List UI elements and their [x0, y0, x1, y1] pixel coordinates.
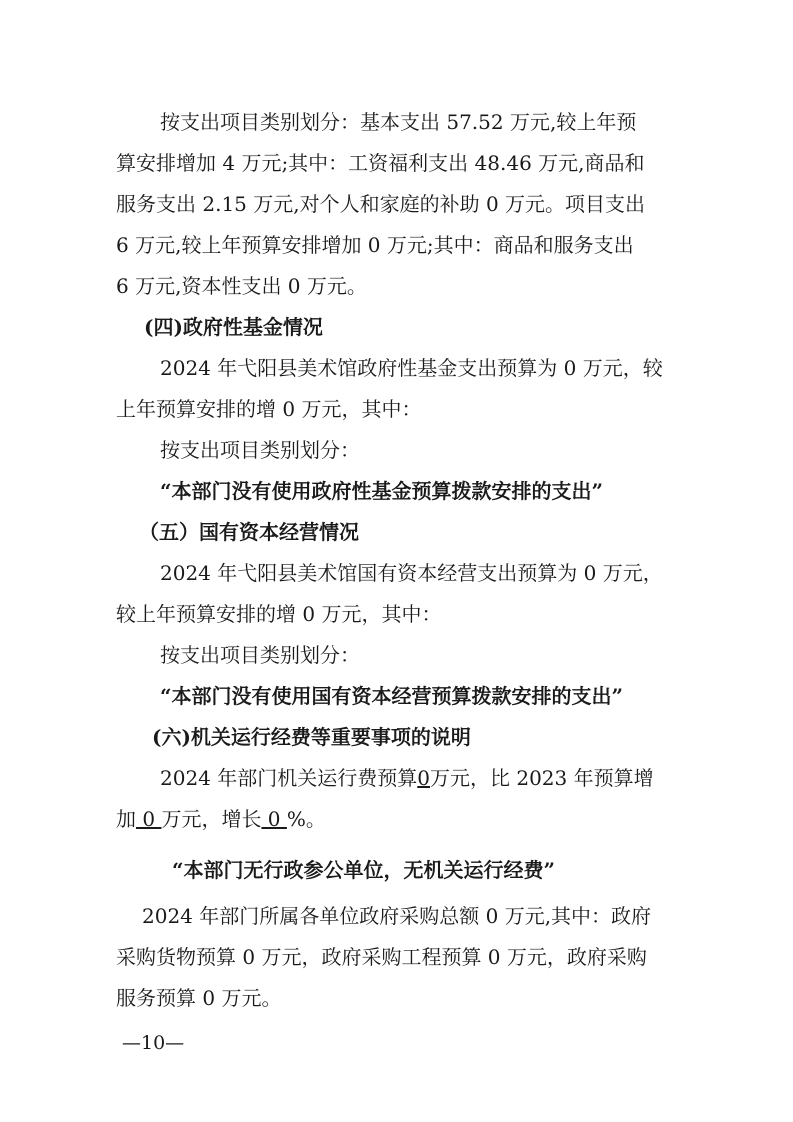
paragraph-line: 按支出项目类别划分： [160, 438, 360, 462]
text-fragment: %。 [286, 807, 326, 831]
paragraph-line: 较上年预算安排的增 0 万元，其中： [116, 602, 442, 626]
underlined-amount: 0 [136, 807, 162, 831]
text-fragment: 2024 年部门机关运行费预算 [160, 766, 418, 790]
paragraph-line: 6 万元,较上年预算安排增加 0 万元;其中：商品和服务支出 [116, 233, 634, 257]
quote-line: “本部门无行政参公单位，无机关运行经费” [172, 858, 556, 882]
section-heading: （五）国有资本经营情况 [139, 520, 359, 544]
underlined-amount: 0 [417, 766, 430, 790]
paragraph-line: 6 万元,资本性支出 0 万元。 [116, 274, 367, 298]
paragraph-line: 采购货物预算 0 万元，政府采购工程预算 0 万元，政府采购 [116, 945, 647, 969]
paragraph-line: 服务支出 2.15 万元,对个人和家庭的补助 0 万元。项目支出 [116, 192, 646, 216]
paragraph-line: 按支出项目类别划分：基本支出 57.52 万元,较上年预 [160, 110, 637, 134]
paragraph-line [160, 763, 740, 793]
paragraph-line: 2024 年弋阳县美术馆国有资本经营支出预算为 0 万元， [160, 561, 663, 585]
page-number: —10— [122, 1032, 185, 1054]
paragraph-line [116, 804, 696, 834]
paragraph-line: 服务预算 0 万元。 [116, 986, 282, 1010]
quote-line: “本部门没有使用政府性基金预算拨款安排的支出” [160, 479, 604, 503]
paragraph-line: 2024 年弋阳县美术馆政府性基金支出预算为 0 万元，较 [160, 356, 663, 380]
underlined-percent: 0 [261, 807, 287, 831]
quote-line: “本部门没有使用国有资本经营预算拨款安排的支出” [160, 684, 624, 708]
paragraph-line: 算安排增加 4 万元;其中：工资福利支出 48.46 万元,商品和 [116, 151, 645, 175]
paragraph-line: 2024 年部门所属各单位政府采购总额 0 万元,其中：政府 [142, 904, 652, 928]
paragraph-line: 上年预算安排的增 0 万元，其中： [116, 397, 422, 421]
section-heading: (六)机关运行经费等重要事项的说明 [152, 725, 471, 749]
text-fragment: 万元，比 2023 年预算增 [430, 766, 654, 790]
text-fragment: 加 [116, 807, 136, 831]
section-heading: (四)政府性基金情况 [144, 315, 323, 339]
paragraph-line: 按支出项目类别划分： [160, 643, 360, 667]
text-fragment: 万元，增长 [161, 807, 262, 831]
